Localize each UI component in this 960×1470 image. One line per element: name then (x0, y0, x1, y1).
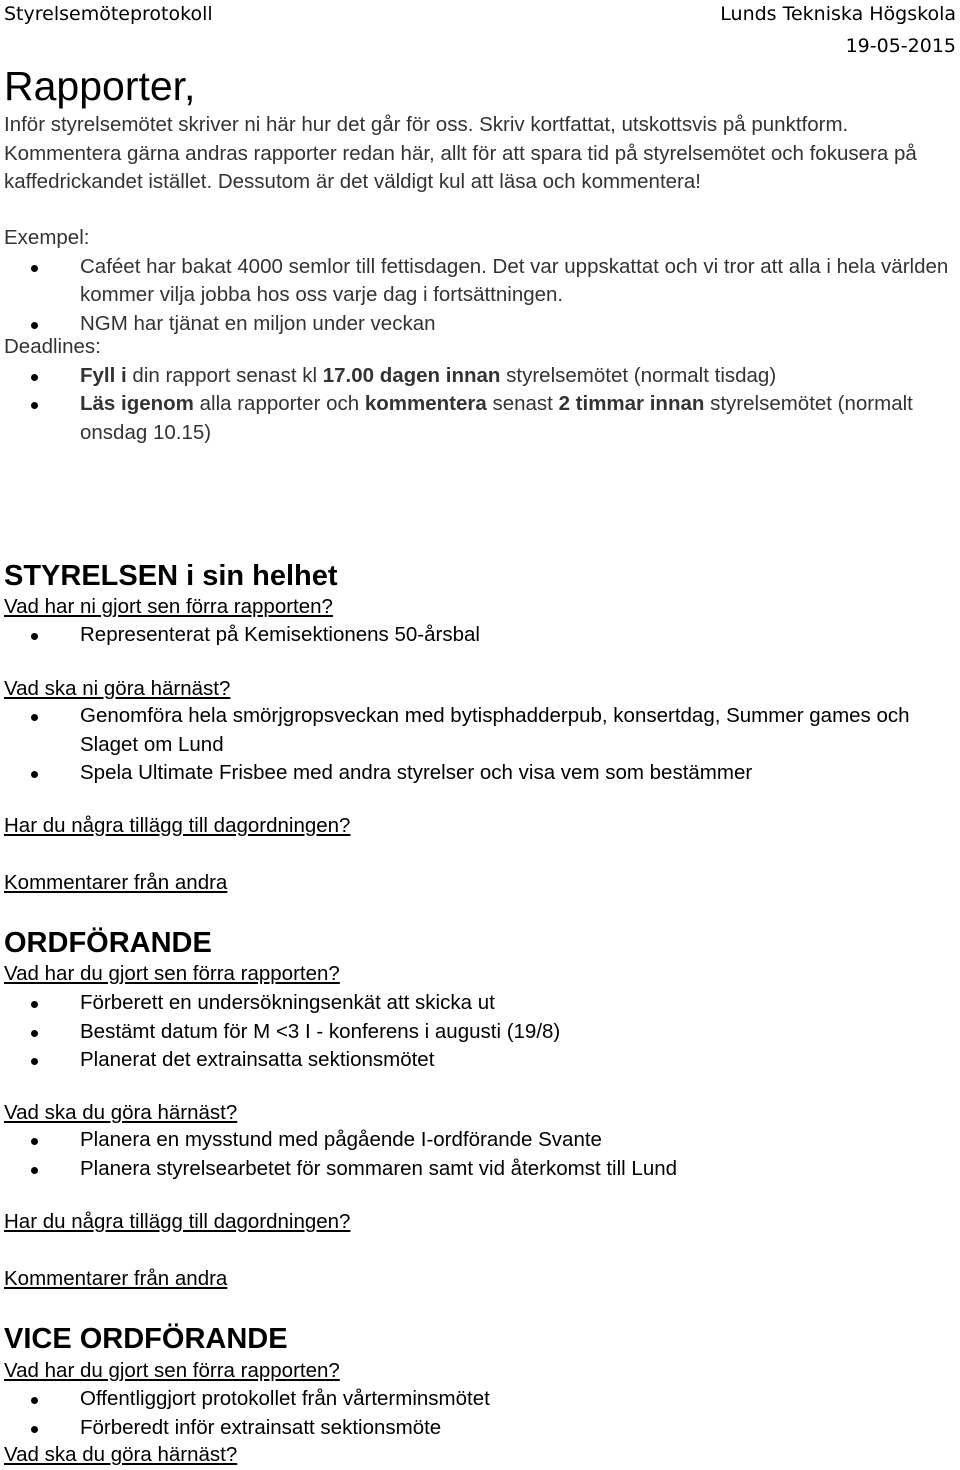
bullet-icon (31, 322, 38, 329)
bullet-icon (31, 1138, 38, 1145)
bullet-icon (31, 633, 38, 640)
list-item: Planera styrelsearbetet för sommaren samt vid återkomst till Lund (4, 1155, 956, 1184)
question-next-ordforande: Vad ska du göra härnäst? (4, 1101, 238, 1124)
question-done-vice: Vad har du gjort sen förra rapporten? (4, 1359, 340, 1382)
bullet-icon (31, 402, 38, 409)
bullet-icon (31, 1058, 38, 1065)
list-item: Läs igenom alla rapporter och kommentera senast 2 timmar innan styrelsemötet (normalt onsdag 10.15) (4, 390, 956, 447)
question-next-styrelsen: Vad ska ni göra härnäst? (4, 677, 231, 700)
question-agenda-styrelsen: Har du några tillägg till dagordningen? (4, 814, 351, 837)
bullet-icon (31, 1001, 38, 1008)
list-item: Representerat på Kemisektionens 50-årsbal (4, 621, 956, 650)
styrelsen-done-list (4, 621, 956, 650)
list-item: NGM har tjänat en miljon under veckan (4, 310, 956, 339)
list-item: Spela Ultimate Frisbee med andra styrelser och visa vem som bestämmer (4, 759, 956, 788)
header-document-title: Styrelsemöteprotokoll (4, 3, 213, 25)
page-title: Rapporter, (4, 63, 196, 109)
ordforande-next-list (4, 1126, 956, 1183)
list-item: Offentliggjort protokollet från vårterminsmötet (4, 1385, 956, 1414)
list-item: Caféet har bakat 4000 semlor till fettisdagen. Det var uppskattat och vi tror att alla i hela världen kommer vilja jobba hos oss varje dag i fortsättningen. (4, 253, 956, 310)
bullet-icon (31, 1397, 38, 1404)
intro-paragraph: Inför styrelsemötet skriver ni här hur det går för oss. Skriv kortfattat, utskottsvis på punktform. Kommentera gärna andras rapporter redan här, allt för att spara tid på styrelsemötet och fokusera på kaffedrickandet istället. Dessutom är det väldigt kul att läsa och kommentera! (4, 113, 917, 193)
question-next-vice: Vad ska du göra härnäst? (4, 1443, 238, 1466)
bullet-icon (31, 265, 38, 272)
deadlines-label: Deadlines: (4, 335, 101, 358)
list-item: Planerat det extrainsatta sektionsmötet (4, 1046, 956, 1075)
bullet-icon (31, 1167, 38, 1174)
list-item: Bestämt datum för M <3 I - konferens i augusti (19/8) (4, 1018, 956, 1047)
example-label: Exempel: (4, 226, 90, 249)
list-item: Förberedt inför extrainsatt sektionsmöte (4, 1414, 956, 1443)
question-agenda-ordforande: Har du några tillägg till dagordningen? (4, 1210, 351, 1233)
question-done-ordforande: Vad har du gjort sen förra rapporten? (4, 962, 340, 985)
bullet-icon (31, 714, 38, 721)
list-item: Planera en mysstund med pågående I-ordförande Svante (4, 1126, 956, 1155)
example-section (4, 224, 956, 338)
header-organization: Lunds Tekniska Högskola (720, 3, 956, 25)
deadlines-list (4, 362, 956, 448)
styrelsen-next-list (4, 702, 956, 788)
section-title-styrelsen: STYRELSEN i sin helhet (4, 560, 338, 592)
question-done-styrelsen: Vad har ni gjort sen förra rapporten? (4, 595, 333, 618)
list-item: Fyll i din rapport senast kl 17.00 dagen innan styrelsemötet (normalt tisdag) (4, 362, 956, 391)
section-title-ordforande: ORDFÖRANDE (4, 927, 212, 959)
question-comments-ordforande: Kommentarer från andra (4, 1267, 228, 1290)
list-item: Genomföra hela smörjgropsveckan med bytisphadderpub, konsertdag, Summer games och Slaget om Lund (4, 702, 956, 759)
question-comments-styrelsen: Kommentarer från andra (4, 871, 228, 894)
section-title-vice-ordforande: VICE ORDFÖRANDE (4, 1323, 288, 1355)
bullet-icon (31, 374, 38, 381)
ordforande-done-list (4, 989, 956, 1075)
deadlines-section (4, 333, 956, 447)
header-date: 19-05-2015 (845, 35, 956, 57)
bullet-icon (31, 1030, 38, 1037)
bullet-icon (31, 1426, 38, 1433)
list-item: Förberett en undersökningsenkät att skicka ut (4, 989, 956, 1018)
bullet-icon (31, 771, 38, 778)
vice-done-list (4, 1385, 956, 1442)
example-list (4, 253, 956, 339)
